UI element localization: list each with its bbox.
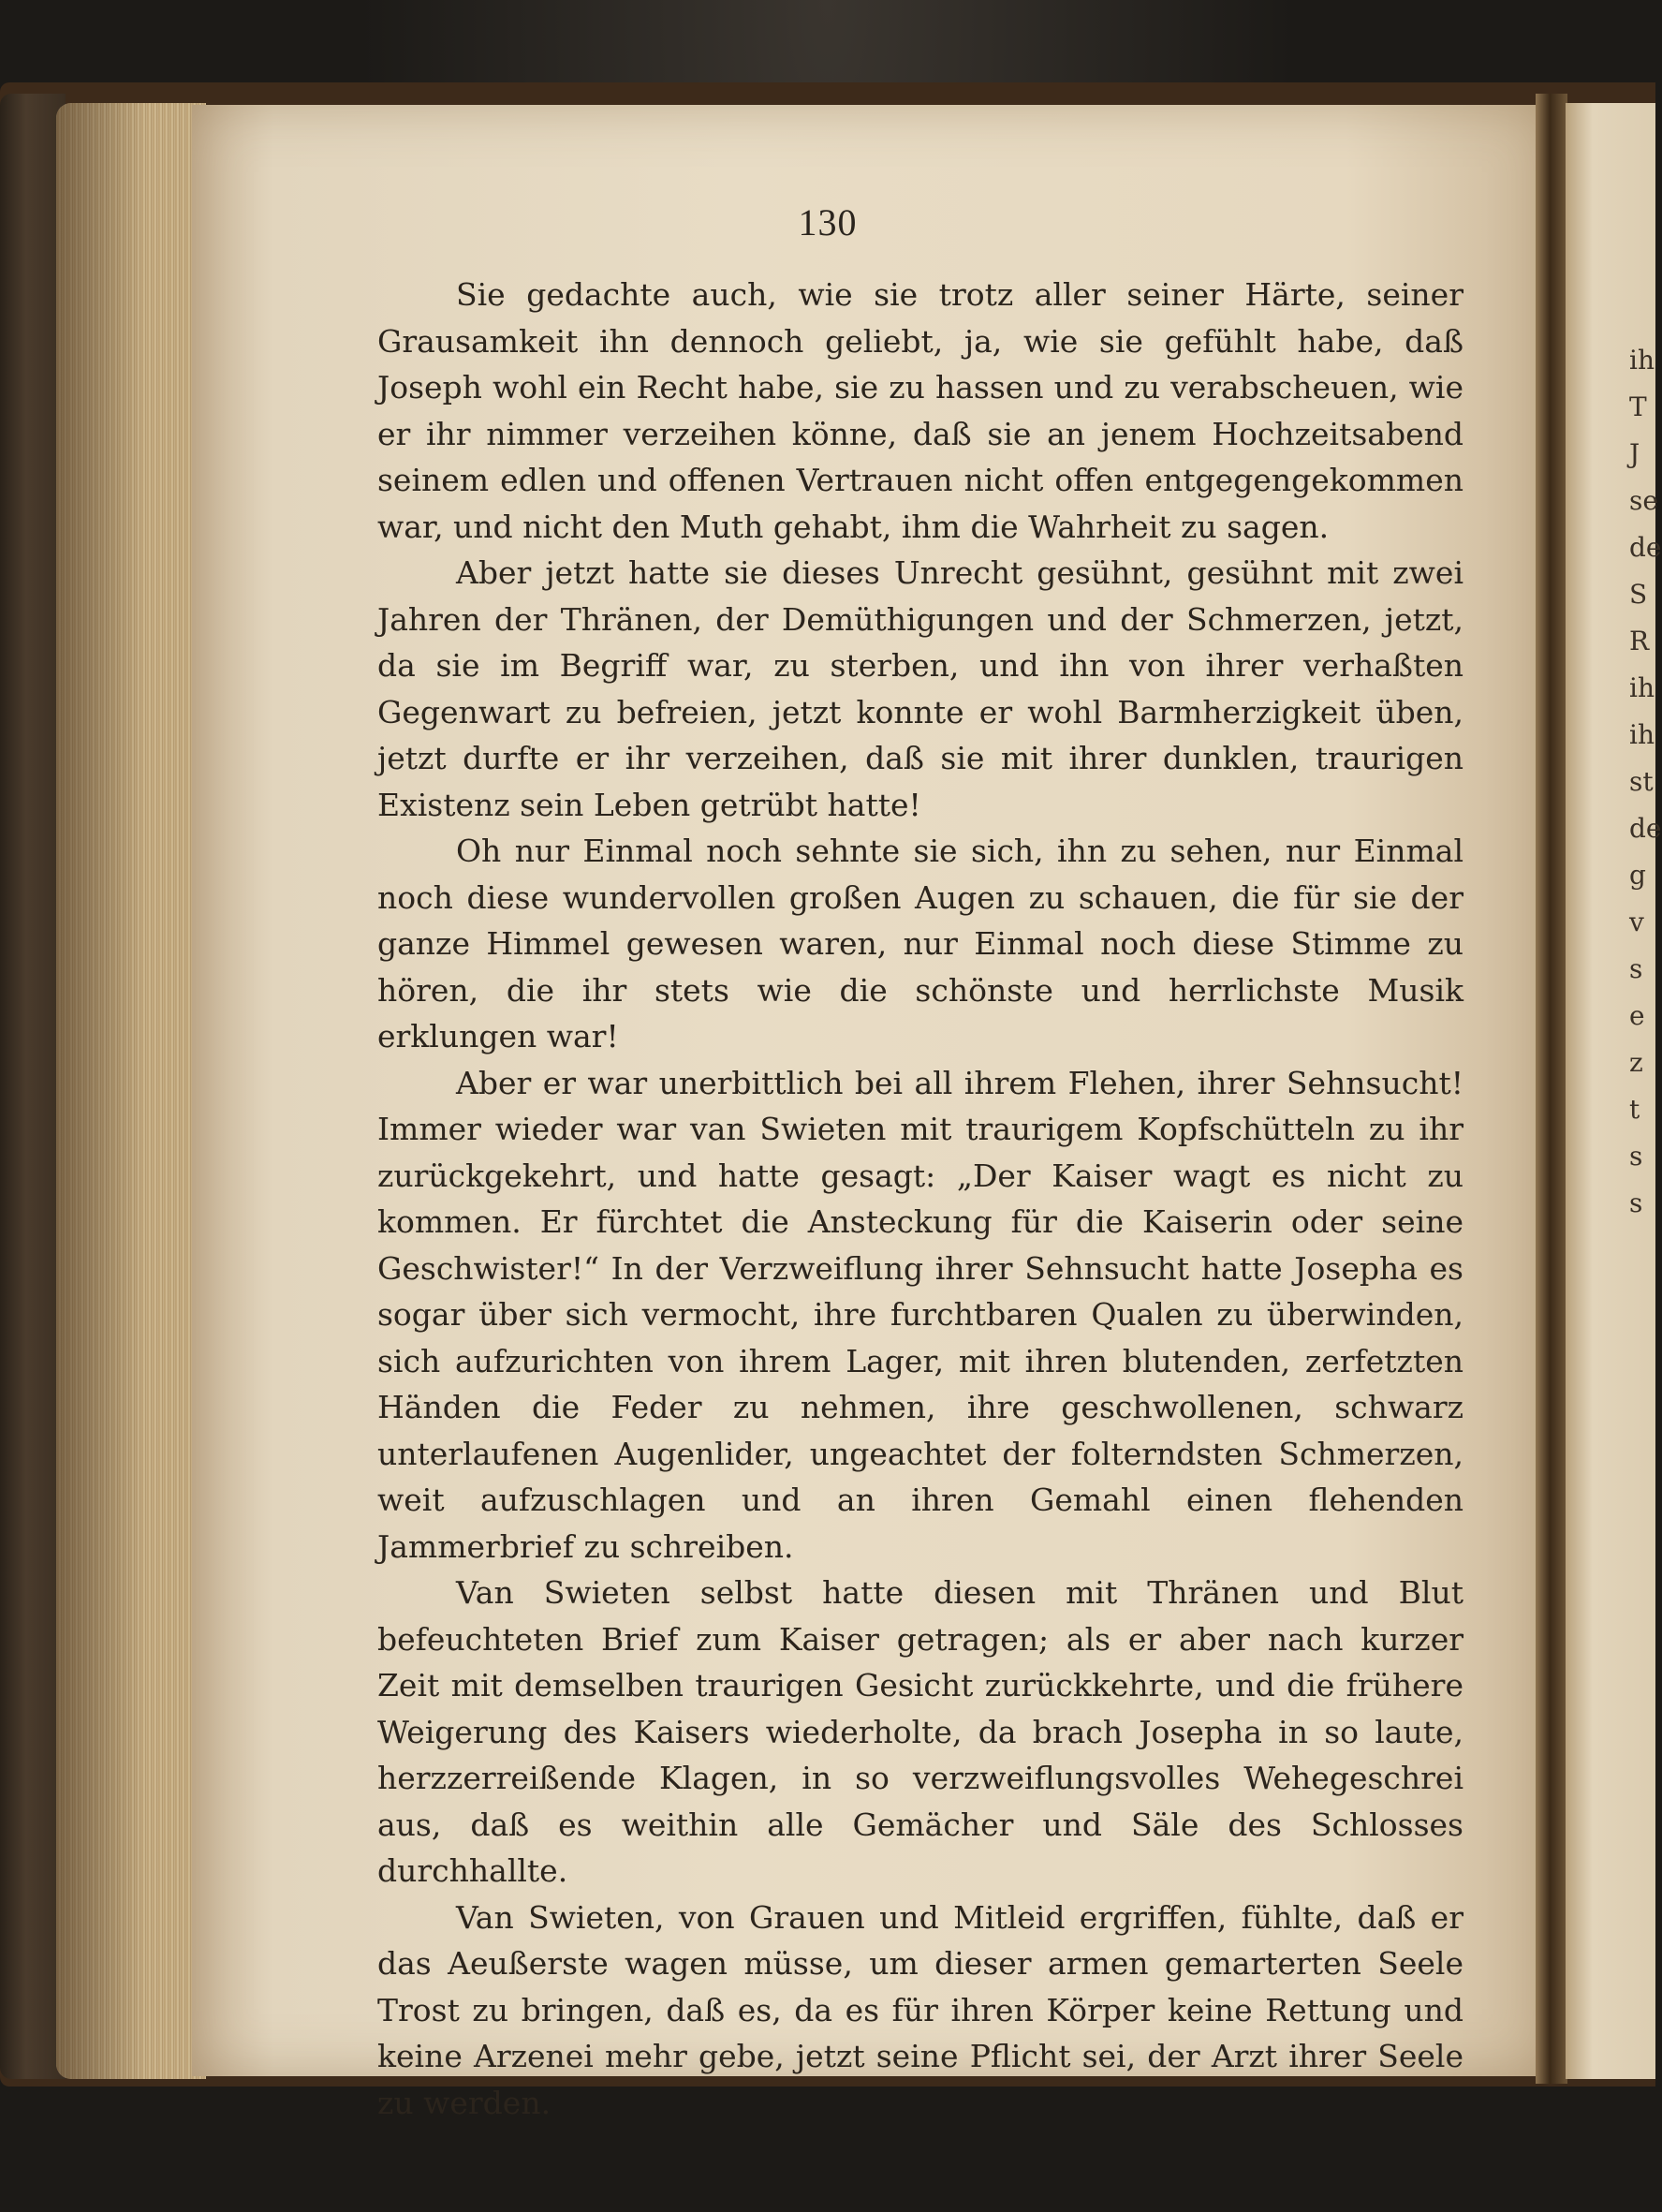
facing-page-fragment: R xyxy=(1629,626,1650,656)
facing-page-fragment: J xyxy=(1629,438,1640,469)
facing-page-fragment: e xyxy=(1629,1000,1645,1031)
facing-page-fragment: st xyxy=(1629,766,1654,797)
page-number: 130 xyxy=(798,201,858,243)
paragraph: Sie gedachte auch, wie sie trotz aller seiner Härte, seiner Grausamkeit ihn dennoch geliebt, ja, wie sie gefühlt habe, daß Joseph wohl ein Recht habe, sie zu hassen und zu verabscheuen, wie er ihr nimmer verzeihen könne, daß sie an jenem Hochzeitsabend seinem edlen und offenen Vertrauen nicht offen entgegengekommen war, und nicht den Muth gehabt, ihm die Wahrheit zu sagen. xyxy=(377,276,1463,545)
facing-page-fragment: de xyxy=(1629,813,1662,844)
paragraph: Aber er war unerbittlich bei all ihrem Flehen, ihrer Sehnsucht! Immer wieder war van Swieten mit traurigem Kopfschütteln zu ihr zurückgekehrt, und hatte gesagt: „Der Kaiser wagt es nicht zu kommen. Er fürchtet die Ansteckung für die Kaiserin oder seine Geschwister!“ In der Verzweiflung ihrer Sehnsucht hatte Josepha es sogar über sich vermocht, ihre furchtbaren Qualen zu überwinden, sich aufzurichten von ihrem Lager, mit ihren blutenden, zerfetzten Händen die Feder zu nehmen, ihre geschwollenen, schwarz unterlaufenen Augenlider, ungeachtet der folterndsten Schmerzen, weit aufzuschlagen und an ihren Gemahl einen flehenden Jammerbrief zu schreiben. xyxy=(377,1064,1463,1565)
paragraph: Van Swieten, von Grauen und Mitleid ergriffen, fühlte, daß er das Aeußerste wagen müsse, um dieser armen gemarterten Seele Trost zu bringen, daß es, da es für ihren Körper keine Rettung und keine Arzenei mehr gebe, jetzt seine Pflicht sei, der Arzt ihrer Seele zu werden. xyxy=(377,1898,1463,2121)
facing-page-fragment: de xyxy=(1629,532,1662,563)
paragraph: Aber jetzt hatte sie dieses Unrecht gesühnt, gesühnt mit zwei Jahren der Thränen, der Demüthigungen und der Schmerzen, jetzt, da sie im Begriff war, zu sterben, und ihn von ihrer verhaßten Gegenwart zu befreien, jetzt konnte er wohl Barmherzigkeit üben, jetzt durfte er ihr verzeihen, daß sie mit ihrer dunklen, traurigen Existenz sein Leben getrübt hatte! xyxy=(377,554,1463,823)
book-gutter xyxy=(1536,94,1567,2084)
facing-page-text-fragments xyxy=(1629,337,1662,1227)
page-edges-shadow xyxy=(56,103,206,2079)
facing-page-fragment: s xyxy=(1629,953,1643,984)
facing-page-fragment: v xyxy=(1629,907,1644,937)
facing-page-fragment: S xyxy=(1629,579,1648,610)
facing-page-fragment: ih xyxy=(1629,719,1655,750)
facing-page-fragment: se xyxy=(1629,485,1658,516)
facing-page-fragment: ih xyxy=(1629,345,1655,376)
page-text xyxy=(377,272,1463,2126)
facing-page-fragment: g xyxy=(1629,860,1646,891)
facing-page-fragment: s xyxy=(1629,1187,1643,1218)
facing-page-fragment: z xyxy=(1629,1047,1643,1078)
paragraph: Van Swieten selbst hatte diesen mit Thränen und Blut befeuchteten Brief zum Kaiser getragen; als er aber nach kurzer Zeit mit demselben traurigen Gesicht zurückkehrte, und die frühere Weigerung des Kaisers wiederholte, da brach Josepha in so laute, herzzerreißende Klagen, in so verzweiflungsvolles Wehegeschrei aus, daß es weithin alle Gemächer und Säle des Schlosses durchhallte. xyxy=(377,1574,1463,1889)
facing-page-fragment: t xyxy=(1629,1094,1640,1125)
paragraph: Oh nur Einmal noch sehnte sie sich, ihn zu sehen, nur Einmal noch diese wundervollen großen Augen zu schauen, die für sie der ganze Himmel gewesen waren, nur Einmal noch diese Stimme zu hören, die ihr stets wie die schönste und herrlichste Musik erklungen war! xyxy=(377,833,1463,1054)
facing-page-fragment: s xyxy=(1629,1141,1643,1172)
facing-page-fragment: T xyxy=(1629,391,1647,422)
facing-page-fragment: ih xyxy=(1629,672,1655,703)
